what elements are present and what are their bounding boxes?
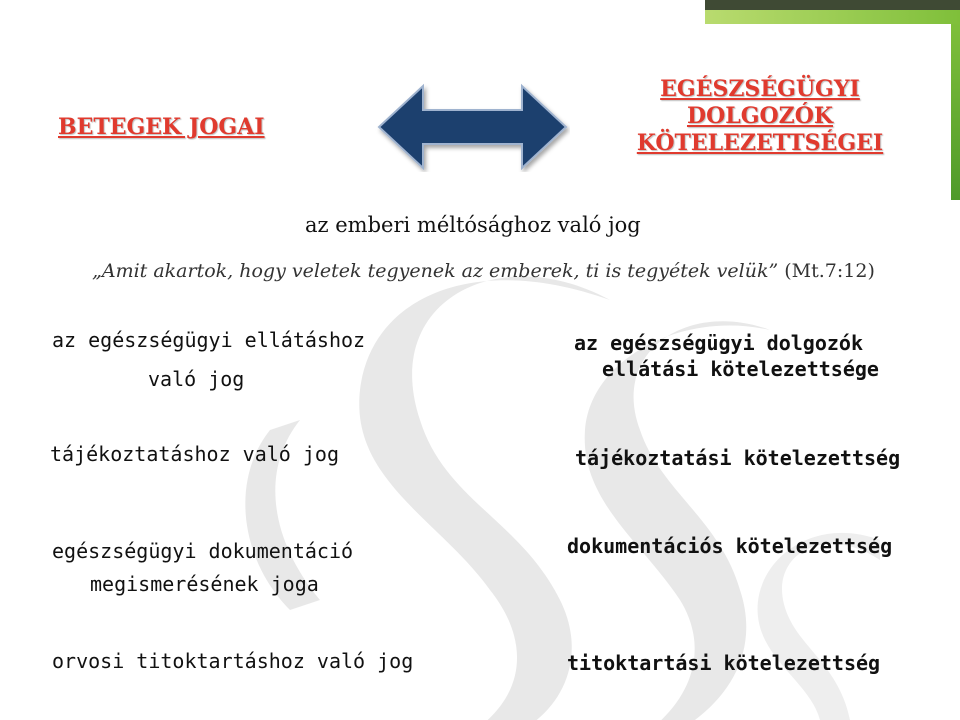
staff-obligations-heading [600, 76, 920, 157]
bible-quote-text: „Amit akartok, hogy veletek tegyenek az emberek, ti is tegyétek velük” [92, 260, 785, 282]
obligation-care-line-2: ellátási kötelezettsége [602, 357, 879, 381]
obligation-care-line-1: az egészségügyi dolgozók [574, 331, 863, 355]
right-documentation-line-2: megismerésének joga [90, 572, 319, 596]
bible-quote-ref: (Mt.7:12) [784, 260, 875, 282]
obligation-documentation: dokumentációs kötelezettség [567, 534, 893, 558]
obligation-information: tájékoztatási kötelezettség [575, 446, 901, 470]
right-care-line-1: az egészségügyi ellátáshoz [52, 328, 366, 352]
right-information: tájékoztatáshoz való jog [50, 442, 339, 466]
main-right-dignity: az emberi méltósághoz való jog [305, 213, 641, 237]
bible-quote [92, 258, 875, 284]
obligation-confidentiality: titoktartási kötelezettség [567, 651, 881, 675]
right-confidentiality: orvosi titoktartáshoz való jog [52, 649, 414, 673]
right-documentation-line-1: egészségügyi dokumentáció [52, 539, 354, 563]
patient-rights-heading: BETEGEK JOGAI [58, 114, 265, 140]
staff-obligations-heading-line-3: KÖTELEZETTSÉGEI [636, 130, 884, 156]
double-headed-arrow-icon [375, 82, 570, 172]
staff-obligations-heading-line-2: DOLGOZÓK [686, 103, 833, 129]
right-care-line-2: való jog [148, 367, 245, 391]
staff-obligations-heading-line-1: EGÉSZSÉGÜGYI [660, 76, 860, 102]
